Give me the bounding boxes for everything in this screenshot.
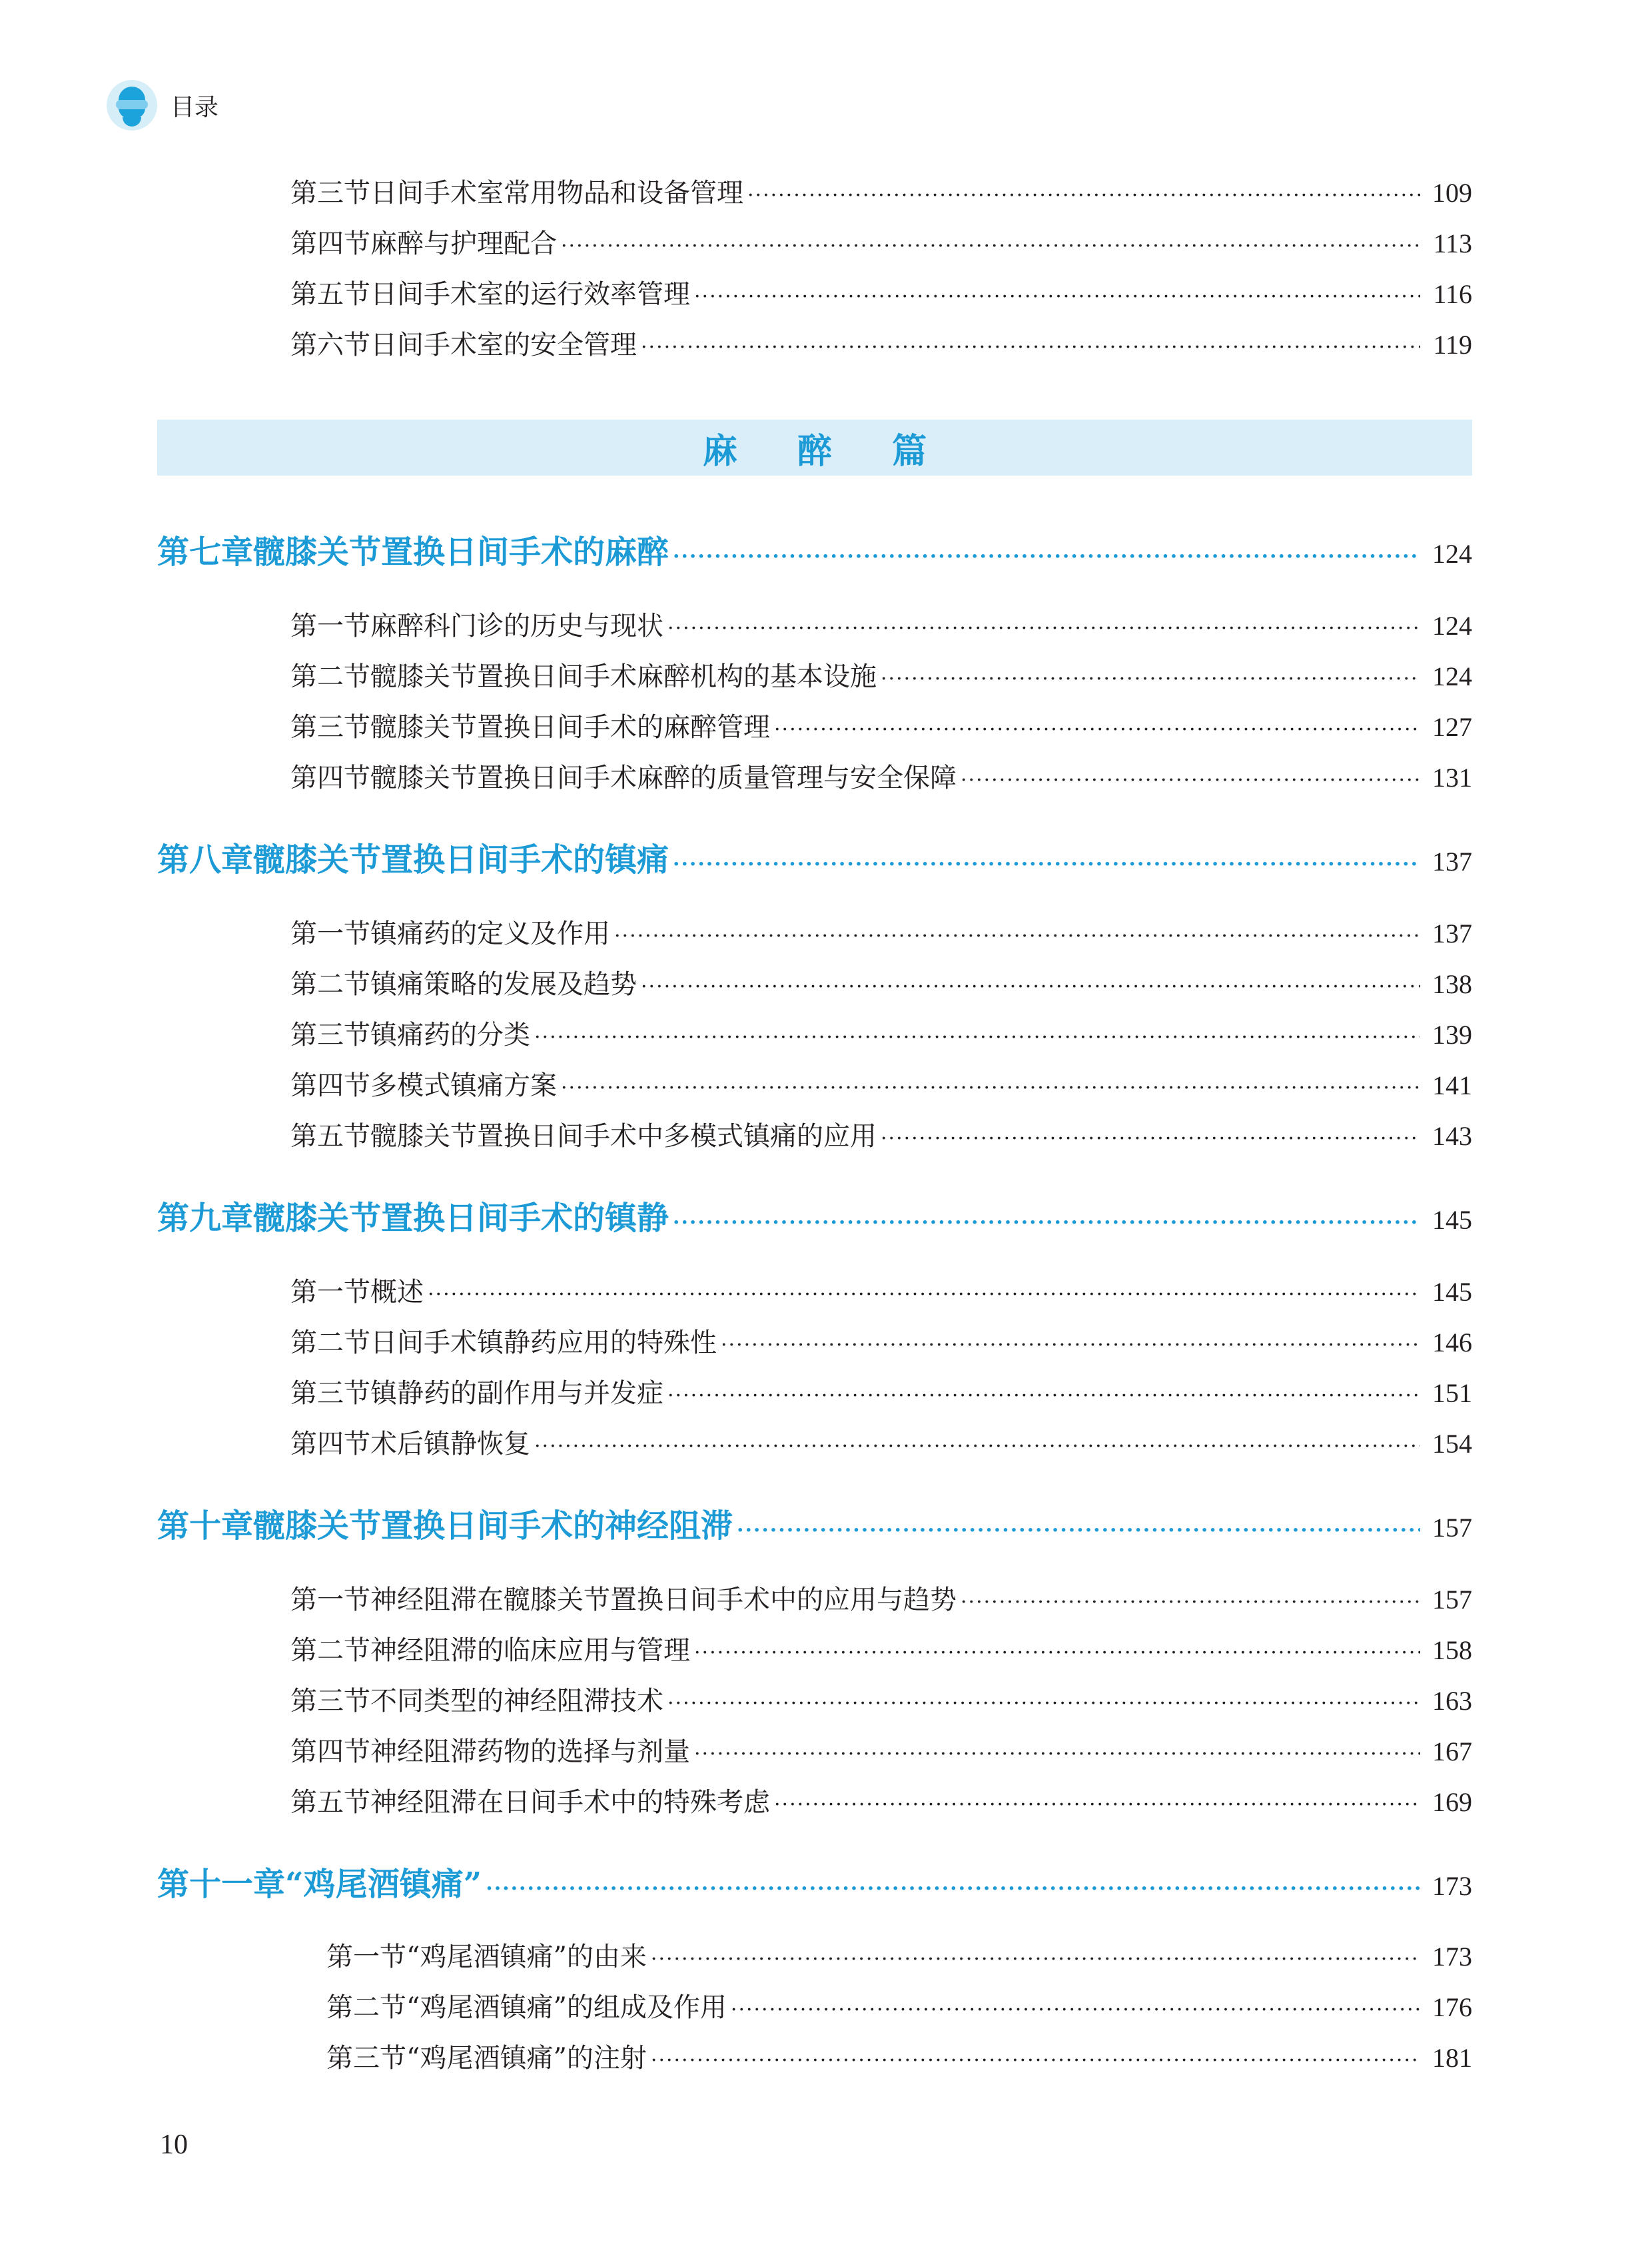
leader-dots bbox=[486, 1866, 1420, 1903]
chapter-label: 第十一章 bbox=[157, 1866, 286, 1903]
toc-chapter-row[interactable] bbox=[157, 834, 1472, 880]
section-title: 镇痛策略的发展及趋势 bbox=[370, 969, 637, 1000]
section-label: 第四节 bbox=[290, 1429, 370, 1459]
toc-section-row[interactable] bbox=[290, 1372, 1472, 1410]
section-label: 第二节 bbox=[290, 661, 370, 692]
section-title: 日间手术室的运行效率管理 bbox=[370, 279, 690, 310]
toc-section-row[interactable] bbox=[326, 2037, 1472, 2075]
leader-dots bbox=[561, 228, 1420, 259]
section-title: “鸡尾酒镇痛”的注射 bbox=[406, 2043, 647, 2073]
section-label: 第三节 bbox=[290, 1686, 370, 1716]
section-page: 139 bbox=[1432, 1020, 1472, 1050]
section-label: 第四节 bbox=[290, 763, 370, 793]
section-page: 145 bbox=[1432, 1277, 1472, 1307]
chapter-page: 145 bbox=[1432, 1205, 1472, 1235]
section-label: 第四节 bbox=[290, 1070, 370, 1101]
chapter-page: 137 bbox=[1432, 847, 1472, 877]
section-page: 158 bbox=[1432, 1635, 1472, 1665]
leader-dots bbox=[774, 712, 1420, 743]
toc-chapter-row[interactable] bbox=[157, 1192, 1472, 1238]
running-header bbox=[107, 72, 218, 139]
toc-section-row[interactable] bbox=[290, 1423, 1472, 1461]
leader-dots bbox=[747, 178, 1420, 208]
leader-dots bbox=[641, 330, 1420, 360]
section-title: 概述 bbox=[370, 1277, 424, 1308]
toc-section-row[interactable] bbox=[290, 222, 1472, 260]
chapter-title: “鸡尾酒镇痛” bbox=[285, 1866, 482, 1903]
section-title: 不同类型的神经阻滞技术 bbox=[370, 1686, 663, 1716]
section-page: 167 bbox=[1432, 1736, 1472, 1766]
leader-dots bbox=[534, 1020, 1420, 1050]
section-title: 日间手术室常用物品和设备管理 bbox=[370, 178, 743, 208]
toc-chapter-row[interactable] bbox=[157, 1858, 1472, 1904]
part-banner bbox=[157, 420, 1472, 476]
section-title: “鸡尾酒镇痛”的组成及作用 bbox=[406, 1992, 727, 2023]
section-label: 第二节 bbox=[326, 1992, 406, 2023]
toc-chapter-row[interactable] bbox=[157, 526, 1472, 572]
section-page: 113 bbox=[1433, 228, 1472, 258]
leader-dots bbox=[694, 1635, 1420, 1666]
chapter-page: 124 bbox=[1432, 539, 1472, 569]
toc-section-row[interactable] bbox=[326, 1986, 1472, 2024]
section-label: 第五节 bbox=[290, 279, 370, 310]
section-page: 154 bbox=[1432, 1429, 1472, 1459]
section-label: 第一节 bbox=[290, 1585, 370, 1615]
section-title: 多模式镇痛方案 bbox=[370, 1070, 557, 1101]
leader-dots bbox=[667, 611, 1420, 641]
leader-dots bbox=[881, 661, 1420, 692]
section-page: 137 bbox=[1432, 919, 1472, 948]
chapter-label: 第十章 bbox=[157, 1507, 254, 1545]
leader-dots bbox=[667, 1378, 1420, 1409]
toc-section-row[interactable] bbox=[290, 1730, 1472, 1768]
section-title: 麻醉与护理配合 bbox=[370, 228, 557, 259]
section-label: 第五节 bbox=[290, 1787, 370, 1818]
section-title: 镇痛药的定义及作用 bbox=[370, 919, 610, 949]
leader-dots bbox=[428, 1277, 1420, 1308]
leader-dots bbox=[673, 534, 1420, 571]
leader-dots bbox=[721, 1327, 1420, 1358]
section-label: 第三节 bbox=[290, 1378, 370, 1409]
leader-dots bbox=[561, 1070, 1420, 1101]
section-label: 第五节 bbox=[290, 1121, 370, 1152]
section-label: 第三节 bbox=[290, 712, 370, 743]
section-title: 神经阻滞在日间手术中的特殊考虑 bbox=[370, 1787, 770, 1818]
section-page: 181 bbox=[1432, 2043, 1472, 2073]
section-page: 109 bbox=[1432, 178, 1472, 208]
section-title: 神经阻滞药物的选择与剂量 bbox=[370, 1736, 690, 1767]
section-label: 第六节 bbox=[290, 330, 370, 360]
toc-section-row[interactable] bbox=[290, 605, 1472, 643]
section-label: 第三节 bbox=[326, 2043, 406, 2073]
toc-section-row[interactable] bbox=[290, 706, 1472, 744]
section-label: 第一节 bbox=[290, 1277, 370, 1308]
chapter-title: 髋膝关节置换日间手术的镇痛 bbox=[253, 841, 669, 879]
section-label: 第四节 bbox=[290, 228, 370, 259]
leader-dots bbox=[534, 1429, 1420, 1459]
section-label: 第一节 bbox=[290, 611, 370, 641]
section-title: “鸡尾酒镇痛”的由来 bbox=[406, 1942, 647, 1972]
toc-section-row[interactable] bbox=[290, 1014, 1472, 1052]
toc-section-row[interactable] bbox=[290, 1115, 1472, 1153]
toc-section-row[interactable] bbox=[290, 1064, 1472, 1102]
head-icon bbox=[107, 80, 157, 131]
toc-section-row[interactable] bbox=[290, 757, 1472, 795]
section-label: 第二节 bbox=[290, 969, 370, 1000]
section-page: 127 bbox=[1432, 712, 1472, 742]
leader-dots bbox=[731, 1992, 1420, 2023]
leader-dots bbox=[737, 1507, 1420, 1545]
toc-section-row[interactable] bbox=[290, 1579, 1472, 1617]
leader-dots bbox=[774, 1787, 1420, 1818]
leader-dots bbox=[961, 763, 1420, 793]
leader-dots bbox=[651, 2043, 1420, 2073]
section-page: 138 bbox=[1432, 969, 1472, 999]
chapter-label: 第七章 bbox=[157, 534, 254, 571]
toc-section-row[interactable] bbox=[290, 324, 1472, 362]
leader-dots bbox=[667, 1686, 1420, 1716]
section-label: 第一节 bbox=[290, 919, 370, 949]
section-label: 第二节 bbox=[290, 1635, 370, 1666]
section-title: 髋膝关节置换日间手术麻醉的质量管理与安全保障 bbox=[370, 763, 957, 793]
section-title: 日间手术镇静药应用的特殊性 bbox=[370, 1327, 717, 1358]
section-page: 163 bbox=[1432, 1686, 1472, 1716]
toc-section-row[interactable] bbox=[326, 1936, 1472, 1974]
leader-dots bbox=[641, 969, 1420, 1000]
section-page: 141 bbox=[1432, 1070, 1472, 1100]
toc-section-row[interactable] bbox=[290, 913, 1472, 950]
chapter-page: 157 bbox=[1432, 1513, 1472, 1543]
section-page: 176 bbox=[1432, 1992, 1472, 2022]
toc-section-row[interactable] bbox=[290, 963, 1472, 1001]
leader-dots bbox=[673, 1200, 1420, 1237]
part-title: 麻 醉 篇 bbox=[702, 431, 951, 472]
toc-section-row[interactable] bbox=[290, 172, 1472, 210]
section-title: 镇静药的副作用与并发症 bbox=[370, 1378, 663, 1409]
section-page: 131 bbox=[1432, 763, 1472, 793]
leader-dots bbox=[673, 841, 1420, 879]
header-title: 目录 bbox=[171, 93, 219, 121]
chapter-title: 髋膝关节置换日间手术的神经阻滞 bbox=[253, 1507, 733, 1545]
section-label: 第四节 bbox=[290, 1736, 370, 1767]
chapter-label: 第九章 bbox=[157, 1200, 254, 1237]
leader-dots bbox=[614, 919, 1420, 949]
section-label: 第三节 bbox=[290, 1020, 370, 1050]
toc-section-row[interactable] bbox=[290, 1629, 1472, 1667]
page-number: 10 bbox=[160, 2129, 188, 2160]
section-title: 日间手术室的安全管理 bbox=[370, 330, 637, 360]
section-page: 124 bbox=[1432, 611, 1472, 641]
section-page: 151 bbox=[1432, 1378, 1472, 1408]
toc-section-row[interactable] bbox=[290, 655, 1472, 693]
section-label: 第三节 bbox=[290, 178, 370, 208]
toc-chapter-row[interactable] bbox=[157, 1500, 1472, 1546]
section-title: 髋膝关节置换日间手术麻醉机构的基本设施 bbox=[370, 661, 877, 692]
leader-dots bbox=[961, 1585, 1420, 1615]
section-page: 173 bbox=[1432, 1942, 1472, 1972]
section-page: 169 bbox=[1432, 1787, 1472, 1817]
leader-dots bbox=[651, 1942, 1420, 1972]
section-label: 第一节 bbox=[326, 1942, 406, 1972]
section-title: 髋膝关节置换日间手术的麻醉管理 bbox=[370, 712, 770, 743]
chapter-title: 髋膝关节置换日间手术的镇静 bbox=[253, 1200, 669, 1237]
section-page: 119 bbox=[1433, 330, 1472, 360]
section-title: 镇痛药的分类 bbox=[370, 1020, 530, 1050]
chapter-title: 髋膝关节置换日间手术的麻醉 bbox=[253, 534, 669, 571]
leader-dots bbox=[881, 1121, 1420, 1152]
section-page: 157 bbox=[1432, 1585, 1472, 1615]
toc-section-row[interactable] bbox=[290, 1271, 1472, 1309]
section-title: 麻醉科门诊的历史与现状 bbox=[370, 611, 663, 641]
section-page: 146 bbox=[1432, 1327, 1472, 1357]
leader-dots bbox=[694, 279, 1420, 310]
chapter-page: 173 bbox=[1432, 1871, 1472, 1901]
section-page: 116 bbox=[1433, 279, 1472, 309]
toc-section-row[interactable] bbox=[290, 1781, 1472, 1819]
section-label: 第二节 bbox=[290, 1327, 370, 1358]
section-title: 髋膝关节置换日间手术中多模式镇痛的应用 bbox=[370, 1121, 877, 1152]
section-title: 术后镇静恢复 bbox=[370, 1429, 530, 1459]
chapter-label: 第八章 bbox=[157, 841, 254, 879]
leader-dots bbox=[694, 1736, 1420, 1767]
toc-section-row[interactable] bbox=[290, 1321, 1472, 1359]
section-page: 124 bbox=[1432, 661, 1472, 691]
toc-section-row[interactable] bbox=[290, 273, 1472, 311]
toc-section-row[interactable] bbox=[290, 1680, 1472, 1718]
section-title: 神经阻滞在髋膝关节置换日间手术中的应用与趋势 bbox=[370, 1585, 957, 1615]
section-title: 神经阻滞的临床应用与管理 bbox=[370, 1635, 690, 1666]
section-page: 143 bbox=[1432, 1121, 1472, 1151]
